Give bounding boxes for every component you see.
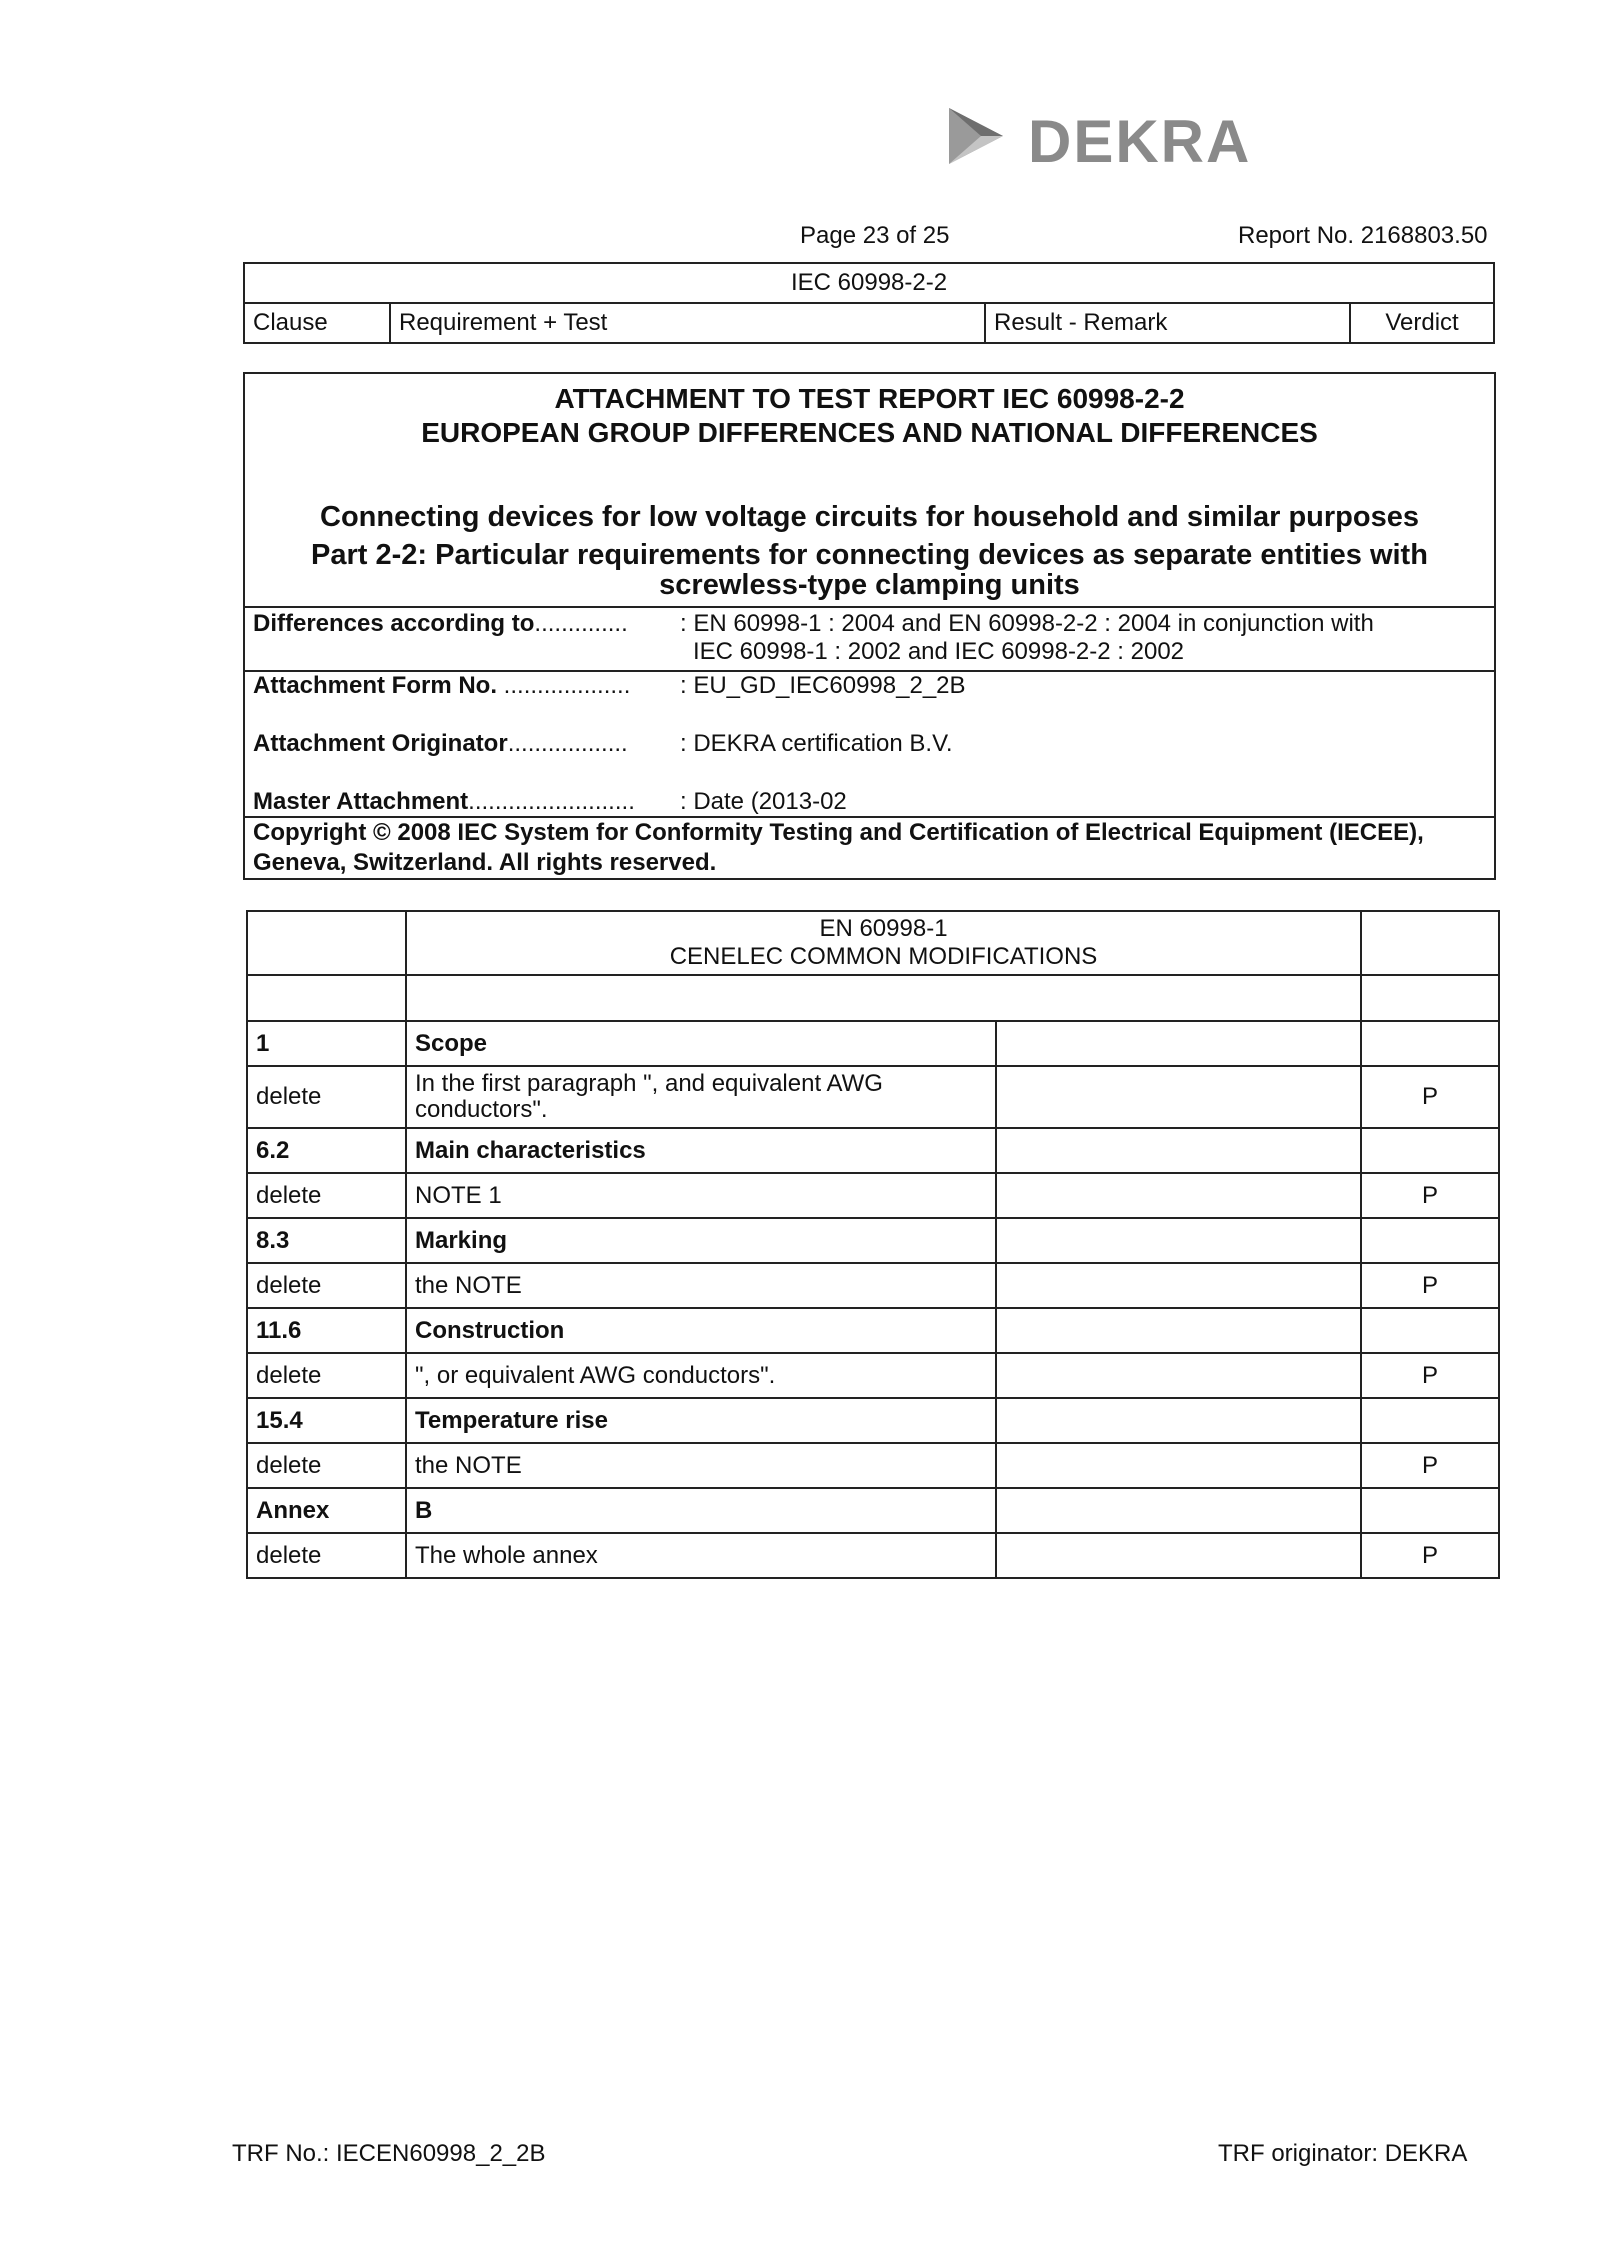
result-cell [996, 1353, 1361, 1398]
verdict-cell [1361, 1308, 1499, 1353]
result-cell [996, 1263, 1361, 1308]
verdict-cell: P [1361, 1443, 1499, 1488]
attachment-title-1: ATTACHMENT TO TEST REPORT IEC 60998-2-2 [554, 383, 1185, 414]
result-cell [996, 1443, 1361, 1488]
clause-cell: delete [247, 1443, 406, 1488]
heading-empty-clause [247, 911, 406, 975]
verdict-cell [1361, 1398, 1499, 1443]
requirement-cell: Main characteristics [406, 1128, 996, 1173]
result-cell [996, 1173, 1361, 1218]
trf-number: TRF No.: IECEN60998_2_2B [232, 2140, 546, 2167]
clause-cell: delete [247, 1353, 406, 1398]
requirement-cell: the NOTE [406, 1443, 996, 1488]
verdict-cell: P [1361, 1353, 1499, 1398]
col-clause: Clause [244, 303, 390, 343]
attachment-box [243, 372, 1496, 880]
requirement-cell: ", or equivalent AWG conductors". [406, 1353, 996, 1398]
clause-cell: delete [247, 1263, 406, 1308]
verdict-cell [1361, 1128, 1499, 1173]
requirement-cell: the NOTE [406, 1263, 996, 1308]
verdict-cell: P [1361, 1173, 1499, 1218]
result-cell [996, 1488, 1361, 1533]
table-row [247, 1066, 1499, 1128]
logo-text: DEKRA [1028, 108, 1252, 175]
differences-value-2: IEC 60998-1 : 2002 and IEC 60998-2-2 : 2002 [693, 638, 1185, 665]
clause-cell: 11.6 [247, 1308, 406, 1353]
clause-cell: 8.3 [247, 1218, 406, 1263]
requirement-cell: Temperature rise [406, 1398, 996, 1443]
table-row [247, 1533, 1499, 1578]
form-row: Attachment Form No. ................... [253, 672, 631, 699]
originator-label: Attachment Originator [253, 730, 508, 757]
table-row [247, 1218, 1499, 1263]
master-row: Master Attachment......................... [253, 788, 635, 815]
verdict-cell [1361, 1218, 1499, 1263]
originator-row: Attachment Originator.................. [253, 730, 628, 757]
table-row [247, 1353, 1499, 1398]
empty-cell [247, 975, 406, 1021]
master-label: Master Attachment [253, 788, 469, 815]
verdict-cell: P [1361, 1066, 1499, 1128]
clause-cell: 6.2 [247, 1128, 406, 1173]
requirement-cell: In the first paragraph ", and equivalent AWG conductors". [406, 1066, 996, 1128]
clause-cell: delete [247, 1066, 406, 1128]
attachment-title-2: EUROPEAN GROUP DIFFERENCES AND NATIONAL DIFFERENCES [421, 417, 1318, 448]
trf-originator: TRF originator: DEKRA [1218, 2140, 1468, 2167]
differences-value-1: : EN 60998-1 : 2004 and EN 60998-2-2 : 2004 in conjunction with [680, 610, 1374, 637]
copyright-notice: Copyright © 2008 IEC System for Conformity Testing and Certification of Electrical Equipment (IECEE), Geneva, Switzerland. All rights reserved. [253, 819, 1424, 876]
differences-label: Differences according to [253, 610, 535, 637]
verdict-cell: P [1361, 1533, 1499, 1578]
dekra-logo [940, 102, 1270, 182]
table-heading [406, 911, 1361, 975]
empty-cell [406, 975, 1361, 1021]
result-cell [996, 1128, 1361, 1173]
col-requirement: Requirement + Test [390, 303, 985, 343]
clause-cell: delete [247, 1533, 406, 1578]
clause-cell: delete [247, 1173, 406, 1218]
result-cell [996, 1021, 1361, 1066]
clause-cell: 15.4 [247, 1398, 406, 1443]
requirement-cell: Marking [406, 1218, 996, 1263]
verdict-cell: P [1361, 1263, 1499, 1308]
subtitle-2: Part 2-2: Particular requirements for connecting devices as separate entities with [311, 539, 1428, 571]
result-cell [996, 1533, 1361, 1578]
heading-line-2: CENELEC COMMON MODIFICATIONS [669, 943, 1098, 970]
page-number: Page 23 of 25 [800, 222, 950, 249]
heading-line-1: EN 60998-1 [819, 915, 948, 942]
requirement-cell: Construction [406, 1308, 996, 1353]
clause-cell: 1 [247, 1021, 406, 1066]
table-row [247, 1443, 1499, 1488]
table-row [247, 1308, 1499, 1353]
heading-empty-verdict [1361, 911, 1499, 975]
header-table [243, 262, 1495, 344]
master-value: : Date (2013-02 [680, 788, 847, 815]
table-row [247, 1173, 1499, 1218]
requirement-cell: B [406, 1488, 996, 1533]
requirement-cell: Scope [406, 1021, 996, 1066]
table-row [247, 1128, 1499, 1173]
requirement-cell: The whole annex [406, 1533, 996, 1578]
table-row [247, 1398, 1499, 1443]
requirement-cell: NOTE 1 [406, 1173, 996, 1218]
form-value: : EU_GD_IEC60998_2_2B [680, 672, 966, 699]
result-cell [996, 1398, 1361, 1443]
table-row [247, 1021, 1499, 1066]
standard-name: IEC 60998-2-2 [244, 263, 1494, 303]
modifications-table [246, 910, 1500, 1579]
table-row [247, 1488, 1499, 1533]
verdict-cell [1361, 1021, 1499, 1066]
result-cell [996, 1066, 1361, 1128]
table-row [247, 1263, 1499, 1308]
result-cell [996, 1308, 1361, 1353]
col-verdict: Verdict [1350, 303, 1494, 343]
differences-row: Differences according to.............. [253, 610, 628, 637]
subtitle-3: screwless-type clamping units [659, 569, 1080, 601]
verdict-cell [1361, 1488, 1499, 1533]
dekra-arrow-logo-icon [940, 102, 1022, 182]
subtitle-1: Connecting devices for low voltage circuits for household and similar purposes [320, 501, 1419, 533]
originator-value: : DEKRA certification B.V. [680, 730, 953, 757]
clause-cell: Annex [247, 1488, 406, 1533]
report-number: Report No. 2168803.50 [1238, 222, 1488, 249]
col-result: Result - Remark [985, 303, 1350, 343]
form-label: Attachment Form No. [253, 672, 498, 699]
result-cell [996, 1218, 1361, 1263]
empty-cell [1361, 975, 1499, 1021]
